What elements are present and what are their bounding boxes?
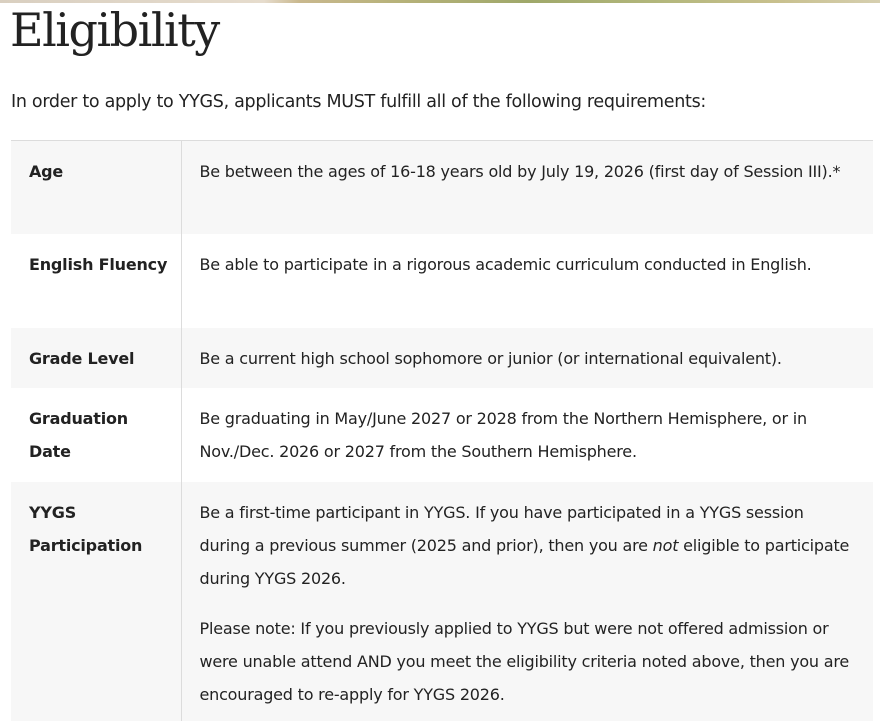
participation-text: Be a first-time participant in YYGS. If you have participated in a YYGS session during a previous summer (2025 and prior), then you are	[199, 502, 804, 555]
table-row	[11, 388, 873, 482]
requirement-text-age	[181, 141, 873, 234]
participation-paragraph	[200, 496, 858, 595]
requirement-text: Be between the ages of 16-18 years old by July 19, 2026 (first day of Session III).	[199, 162, 833, 181]
table-row	[11, 234, 873, 328]
requirement-text-graduation-date: Be graduating in May/June 2027 or 2028 from the Northern Hemisphere, or in Nov./Dec. 2026 or 2027 from the Southern Hemisphere.	[199, 408, 807, 461]
participation-text-end: eligible to participate during YYGS 2026.	[199, 535, 850, 588]
page-title: Eligibility	[10, 3, 219, 57]
table-row	[11, 328, 873, 388]
requirement-text-yygs-participation	[181, 482, 873, 721]
requirements-table	[11, 140, 873, 721]
requirement-label-grade-level: Grade Level	[11, 328, 181, 388]
requirement-label-graduation-date: Graduation Date	[11, 388, 181, 482]
intro-text: In order to apply to YYGS, applicants MUST fulfill all of the following requirements:	[11, 92, 706, 112]
participation-emphasis: not	[652, 535, 679, 555]
table-row	[11, 141, 873, 234]
requirement-label-age: Age	[11, 141, 181, 234]
requirement-text-english-fluency: Be able to participate in a rigorous academic curriculum conducted in English.	[199, 254, 812, 274]
participation-note: Please note: If you previously applied to YYGS but were not offered admission or were unable attend AND you meet the eligibility criteria noted above, then you are encouraged to re-apply for YYGS 2026.	[199, 618, 850, 704]
footnote-mark: *	[832, 162, 841, 181]
requirement-label-yygs-participation: YYGS Participation	[11, 482, 181, 721]
table-row	[11, 482, 873, 721]
requirement-label-english-fluency: English Fluency	[11, 234, 181, 328]
requirement-text-grade-level: Be a current high school sophomore or junior (or international equivalent).	[181, 328, 873, 388]
